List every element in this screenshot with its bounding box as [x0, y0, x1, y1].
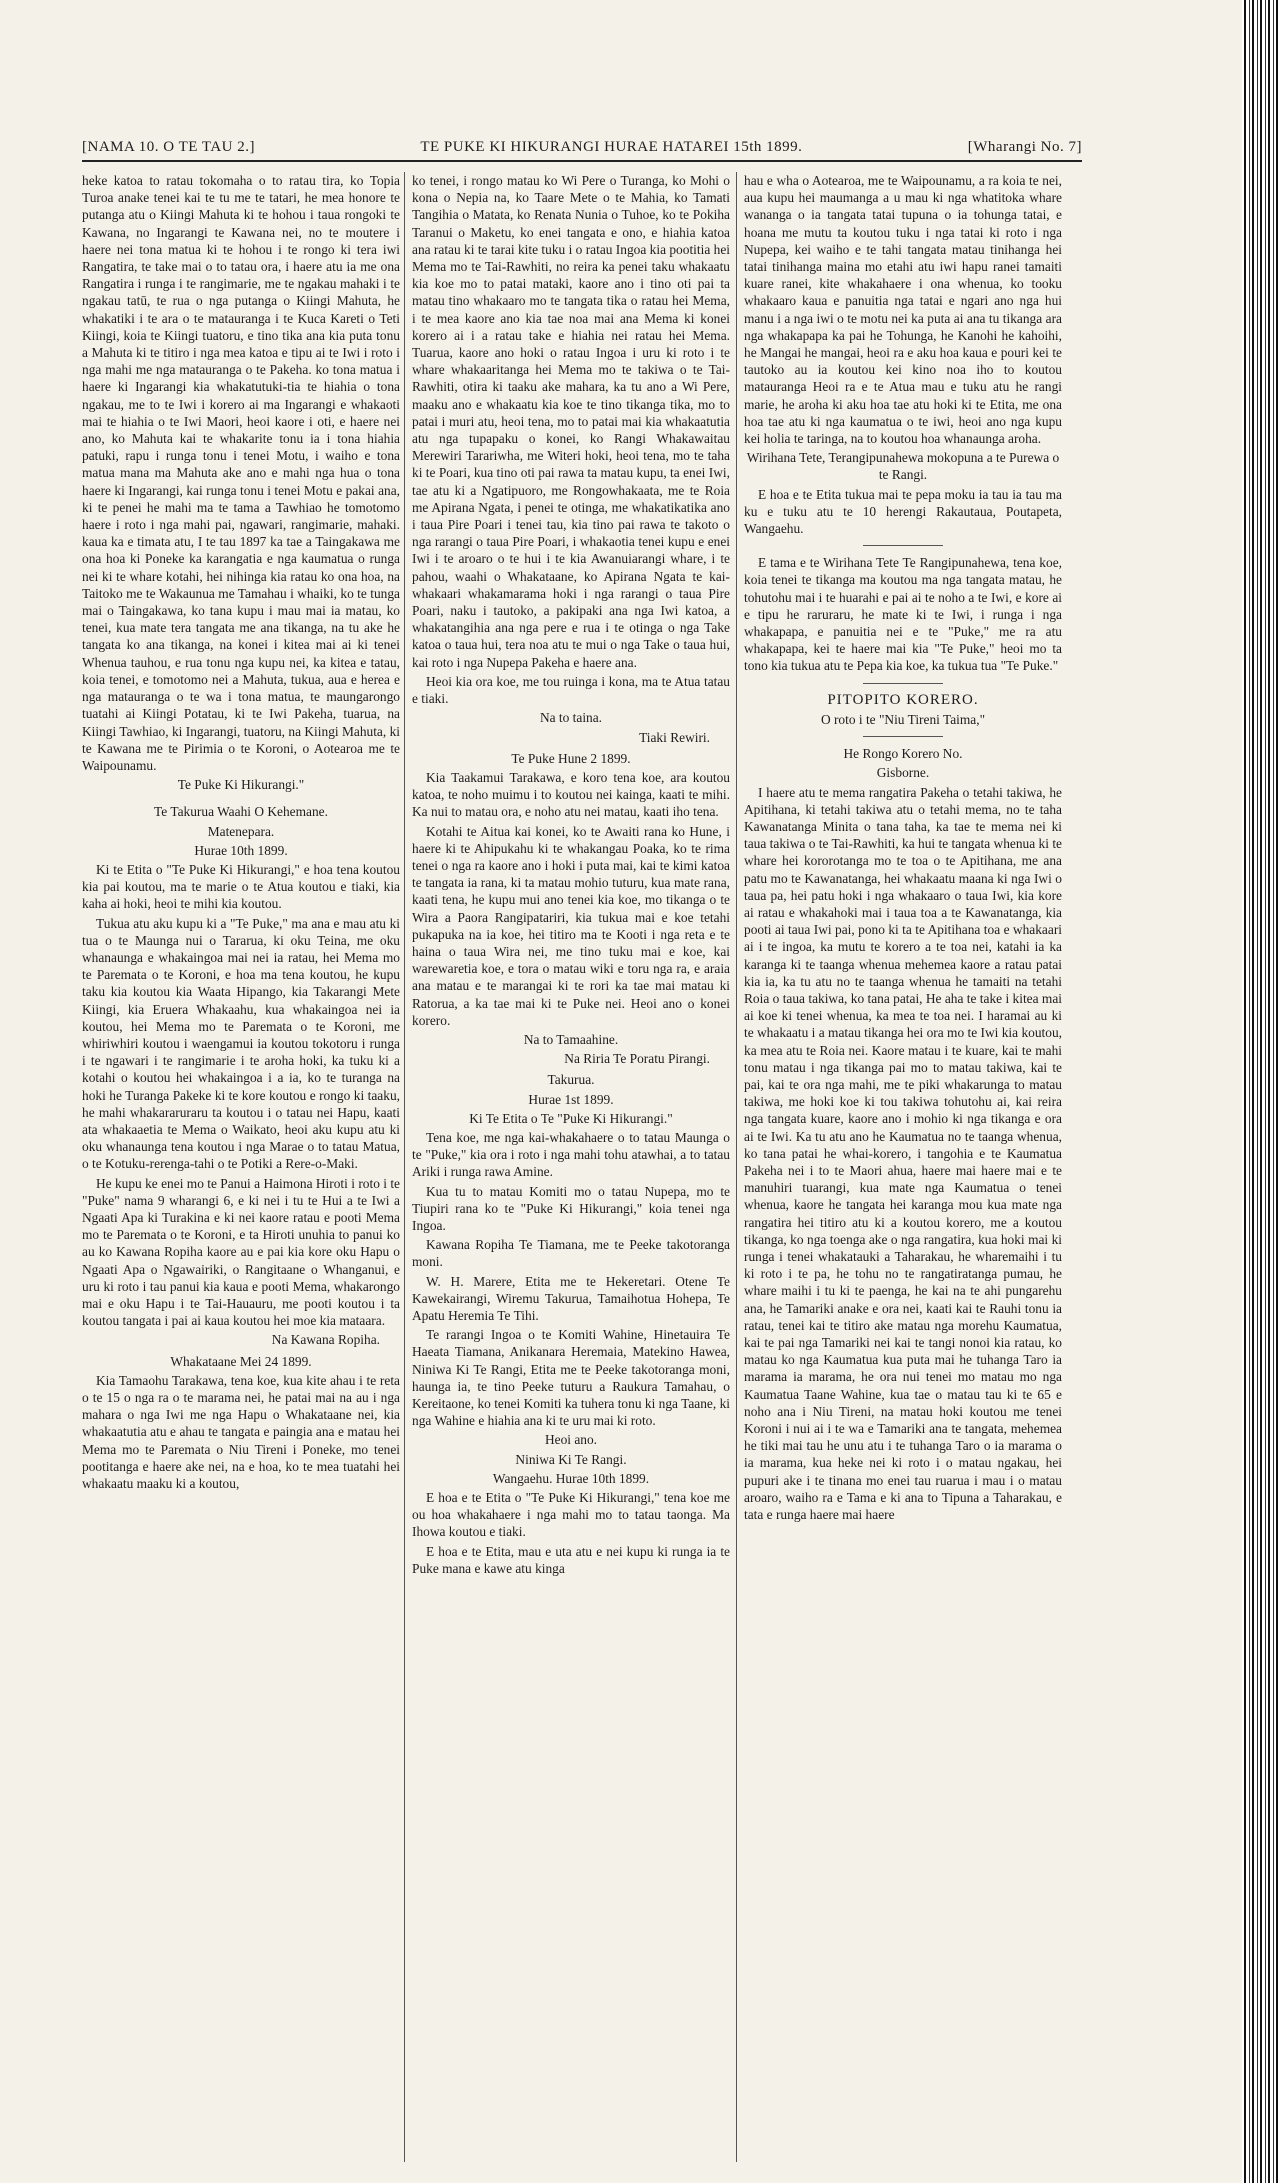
paragraph: Kawana Ropiha Te Tiamana, me te Peeke takotoranga moni.: [412, 1237, 730, 1270]
signature: Na Riria Te Poratu Pirangi.: [564, 1051, 710, 1067]
paragraph: ko tenei, i rongo matau ko Wi Pere o Turanga, ko Mohi o kona o Nepia na, ko Taare Mete o te Mahia, ko Tamati Tangihia o Matata, ko Renata Nunia o Tuhoe, ko te Pokiha Taranui o Maketu, ko enei tangata e ono, e hiahia katoa ana ratau ki te tarai kite tuku i o ratau Ingoa kia pootitia hei Mema mo te Tai-Rawhiti, no reira ka penei taku whakaatu kia koe mo to patai mataki, kaore ano i tino oti pai ta matau tino whakaaro mo te tangata tika o ratau hei Mema, i te mea kaore ano kia tae noa mai ana Mema ki konei korero ai i a ratau take e hiahia nei ratau hei Mema. Tuarua, kaore ano hoki o ratau Ingoa i uru ki roto i te whare whakaaritanga hei Mema mo te takiwa o te Tai-Rawhiti, otira ki taaku ake mahara, ka tu ano a Wi Pere, maaku ano e whakaatu kia koe te tino tikanga tika, mo to patai i muri atu, heoi tena, mo to patai mai kia whakaatutia atu nga tupapaku o konei, ko Rangi Whakawaitau Merewiri Tarariwha, me Witeri hoki, heoi tena, mo te taha ki te Poari, kua tino oti pai rawa ta matau kupu, ta enei Iwi, tae atu ki a Ngatipuoro, me Rongowhakaata, me te Roia me Apirana Ngata, i penei te otinga, me whakatikatika ano i taua Pire Poari i tenei tau, kia tino pai rawa te takoto o nga rarangi o taua Pire Poari, i whakaotia tenei kupu e enei Iwi i te aroaro o te hui i te kia Awanuiarangi whare, i te pahou, waahi o Whakataane, ko Apirana Ngata te kai-whakaari whakamarama hoki i nga rarangi o taua Pire Poari, naku i tautoko, a pakipaki ana nga Iwi katoa, a whakatangihia ana nga pere e rua i te otinga o nga Take katoa o taua hui, tera noa atu te mui o nga Take o taua hui, kai roto i nga Nupepa Pakeha e haere ana.: [412, 173, 730, 670]
section-title: PITOPITO KORERO.: [827, 691, 979, 708]
page-number: [Wharangi No. 7]: [967, 139, 1082, 155]
newspaper-title: TE PUKE KI HIKURANGI HURAE HATAREI 15th 1899.: [420, 139, 803, 155]
paragraph: E tama e te Wirihana Tete Te Rangipunahewa, tena koe, koia tenei te tikanga ma koutou ma nga tangata matau, he tohutohu mai i te huarahi e pai ai te noho a te Iwi, e kore ai e tipu he raruraru, he mate ki te Iwi, i runga i nga whakapapa, e panuitia nei e te "Puke," me ra atu whakapapa, kei te haere mai kia "Te Puke," heoi mo ta tono kia tukua atu te Pepa kia koe, ka tukua tua "Te Puke.": [744, 555, 1062, 674]
page-binding-edge: [1242, 0, 1280, 2183]
paragraph: Heoi kia ora koe, me tou ruinga i kona, ma te Atua tatau e tiaki.: [412, 673, 730, 707]
letter-heading: Whakataane Mei 24 1899.: [170, 1353, 312, 1369]
signature: Wirihana Tete, Terangipunahewa mokopuna a te Purewa o te Rangi.: [746, 450, 1060, 483]
section-divider: [863, 736, 943, 737]
column-1: [82, 172, 400, 1494]
section-subtitle: O roto i te "Niu Tireni Taima,": [820, 711, 986, 727]
paragraph: Kua tu to matau Komiti mo o tatau Nupepa, mo te Tiupiri rana ko te "Puke Ki Hikurangi," koia tenei nga Ingoa.: [412, 1183, 730, 1233]
letter-heading: Takurua.: [547, 1072, 595, 1088]
signature: Na Kawana Ropiha.: [271, 1332, 380, 1348]
section-divider: [863, 683, 943, 684]
paragraph: E hoa e te Etita tukua mai te pepa moku ia tau ia tau ma ku e tuku atu te 10 herengi Rakautaua, Poutapeta, Wangaehu.: [744, 486, 1062, 537]
letter-date: Hurae 10th 1899.: [194, 842, 288, 858]
signature: Tiaki Rewiri.: [639, 729, 710, 745]
paragraph: He kupu ke enei mo te Panui a Haimona Hiroti i roto i te "Puke" nama 9 wharangi 6, e ki nei i tu te Hui a te Iwi a Ngaati Apa ki Turakina e ki nei kaore ratau e pooti Mema mo te Paremata o te Koroni, e ta Hiroti unuhia to panui ko au ko Kawana Ropiha kaore au e pai kia kore oku Hapu o Ngaati Apa o Ngawairiki, o Rangitaane o Whanganui, e uru ki roto i tau panui kia kaua e pooti Mema, whakarongo mai e oku Hapu i te Tai-Hauauru, me pooti koutou i ta koutou tangata i pai ai kaua koutou hei moe kia mataara.: [82, 1175, 400, 1329]
signature: Niniwa Ki Te Rangi.: [515, 1451, 627, 1467]
page-header: [82, 130, 1082, 156]
issue-number: [NAMA 10. O TE TAU 2.]: [82, 139, 255, 155]
letter-heading: Te Puke Hune 2 1899.: [511, 750, 631, 766]
article-heading: He Rongo Korero No.: [843, 746, 963, 762]
column-3: [744, 172, 1062, 1525]
paragraph: I haere atu te mema rangatira Pakeha o tetahi takiwa, he Apitihana, ki tetahi takiwa atu o tetahi mema, no te taha Kawanatanga Minita o tana taha, ka tae te mema nei ki taua takiwa o te Tai-Rawhiti, ka hui te tangata whenua ki te whare hei kororotanga mo te toa o te Apitihana, me ana patu mo te Kawanatanga, hei whakaatu maana ki nga Iwi o taua pa, hei patu hoki i nga whakaaro o taua Iwi, kia kore ai ratau e whakahoki mai i taua toa a te Kawanatanga, kia pooti ai taua Iwi pai, pono ki ta te Apitihana toa e whakaari ai i te ingoa, ka mutu te korero a te toa nei, katahi ia ka karanga ki te taanga whenua mehemea kaore a ratau patai kia ia, ka tu atu no te taanga whenua he tamaiti na tetahi Roia o taua takiwa, ko tana patai, He aha te take i kitea mai ai koe ki tenei whenua, ka mea te toa nei. I haramai au ki te whakaatu i a matau tikanga hei ora mo te Iwi kia koutou, ka mea atu te Roia nei. Kaore matau i te kuare, kai te mahi tonu matau i nga tikanga pai mo to matau takiwa, kai te pai, kai te ora nga mahi, me te piki whakarunga to matau takiwa, me hoki koe ki tou takiwa tohutohu ai, kai reira nga tangata kuare, kaore ano i mohio ki nga tikanga e ora ai te Iwi. Ka tu atu ano he Kaumatua no te taanga whenua, ko tana patai he whai-korero, i tangohia e te Kaumatua Pakeha nei i to te Maori ahua, haere mai haere mai e te manuhiri tuarangi, kua mate nga Kaumatua o tenei whenua, kaore he tangata hei karanga mou kua mate nga rangatira hei titiro atu ki a koutou korero, me a koutou tikanga, ko nga toenga ake o nga rangatira, kua hoki mai ki runga i tenei whakatauki a Taharakau, he wharemaihi i tu ki roto i te pa, he tohu no te rangatiratanga pumau, he whare maihi i tu ki te paenga, he kai na te ahi pungarehu ana, he Tamariki anake e ora nei, kaati kai te Rauhi tonu ia ratau, tenei kai te titiro ake matau nga morehu Kaumatua, kai te pai nga Tamariki nei kai te tangi nonoi kia ratau, ko matau ko nga Kaumatua kua puta mai he tuhanga Taro ia marama ia marama, he ora nui tenei mo matau mo nga Kaumatua Taane Wahine, kua tae o matau tau ki te 65 e noho ana i Niu Tireni, na matau hoki koutou me tenei Koroni i nui ai i te wa e Tamariki ana te tangata, mehemea he tiki mai tau he unu atu i te tuhanga Taro o ia marama o ia marama, kua heke nei ki roto i o matau ngakau, hei pupuri ake i te tinana mo enei tau ruarua i mau i o matau aroaro, waiho ra e Tama e ki ana to Tipuna a Taharakau, e tata e runga haere mai haere: [744, 784, 1062, 1523]
header-rule: [82, 160, 1082, 162]
article-place: Gisborne.: [876, 765, 930, 781]
letter-heading: Wangaehu. Hurae 10th 1899.: [492, 1470, 650, 1486]
column-2: [412, 172, 730, 1579]
letter-heading: Te Takurua Waahi O Kehemane.: [154, 804, 328, 820]
paragraph: E hoa e te Etita, mau e uta atu e nei kupu ki runga ia te Puke mana e kawe atu kinga: [412, 1543, 730, 1576]
signature: Heoi ano.: [544, 1432, 598, 1448]
signature: Na to taina.: [539, 710, 603, 726]
paragraph: Kia Tamaohu Tarakawa, tena koe, kua kite ahau i te reta o te 15 o nga ra o te marama nei, he patai mai na au i nga mahara o nga Iwi me nga Hapu o Whakataane nei, kia whakaatutia atu e ahau te tangata e paingia ana e matau hei Mema mo te Paremata o Niu Tireni i Poneke, mo tenei pootitanga e haere ake nei, na e hoa, ko te mea tuatahi hei whakaatu maaku ki a koutou,: [82, 1372, 400, 1492]
signature: Te Puke Ki Hikurangi.": [177, 777, 305, 793]
paragraph: E hoa e te Etita o "Te Puke Ki Hikurangi," tena koe me ou hoa whakahaere i nga mahi mo to tatau taonga. Ma Ihowa koutou e tiaki.: [412, 1490, 730, 1540]
signature: Na to Tamaahine.: [523, 1031, 619, 1047]
paragraph: Te rarangi Ingoa o te Komiti Wahine, Hinetauira Te Haeata Tiamana, Anikanara Heremaia, Matekino Hawea, Niniwa Ki Te Rangi, Etita me te Peeke takotoranga moni, haunga ia, te tino Peeke tuturu a Raukura Tamahau, o Kereitaone, ko tenei Komiti ka tuhera tonu ki nga Taane, ki nga Wahine e hiahia ana ki te uru mai ki roto.: [412, 1327, 730, 1429]
paragraph: Kia Taakamui Tarakawa, e koro tena koe, ara koutou katoa, te noho muimu i to koutou nei kainga, kaati te mihi. Ka nui to matau ora, e noho atu nei matau, kaati iho tena.: [412, 769, 730, 820]
paragraph: Tena koe, me nga kai-whakahaere o to tatau Maunga o te "Puke," kia ora i roto i nga mahi tohu atawhai, a to tatau Ariki i runga rawa Amine.: [412, 1129, 730, 1180]
paragraph: hau e wha o Aotearoa, me te Waipounamu, a ra koia te nei, aua kupu hei maumanga a u mau ki nga whatitoka whare wananga o ia tangata tatai tupuna o ia tohunga tatai, e hoana me mutu ta koutou tuku i nga tatai ki roto i nga Nupepa, kei waiho e te tahi tangata matau tinihanga hei tatai tinihanga maina mo etahi atu iwi hapu ranei tamaiti kuare ranei, kite whakahaere i ona whenua, ko tooku whakaaro kaua e panuitia nga tatai e ngari ano nga hui manu i a nga iwi o te motu nei ka puta ai ana tu tikanga ara nga whakapapa ka pai he Tohunga, he Kanohi he kahoihi, he Mangai he mangai, heoi ra e aku hoa kaua e pouri kei te tautoko au ia koutou kei kino noa iho to koutou matauranga Heoi ra e te Atua mau e tuku atu he rangi marie, he aroha ki aku hoa tae atu hoki ki te Etita, me ona hoa tae atu ki nga kaumatua o te iwi, heoi ano nga kupu kei holia te taringa, na to koutou hoa whanaunga aroha.: [744, 173, 1062, 447]
paragraph: W. H. Marere, Etita me te Hekeretari. Otene Te Kawekairangi, Wiremu Takurua, Tamaihotua Hohepa, Te Apatu Heremia Te Tihi.: [412, 1273, 730, 1323]
letter-date: Hurae 1st 1899.: [528, 1091, 614, 1107]
paragraph: Ki te Etita o "Te Puke Ki Hikurangi," e hoa tena koutou kia pai koutou, ma te marie o te Atua koutou e tiaki, kia kaha ai hoki, heoi te mihi kia koutou.: [82, 861, 400, 912]
column-divider: [404, 172, 405, 2162]
paragraph: Kotahi te Aitua kai konei, ko te Awaiti rana ko Hune, i haere ki te Ahipukahu ki te whakangau Poaka, ko te rima tenei o nga ra kaore ano i hoki i puta mai, kai te kimi katoa te tangata ia rana, ki ta matau mohio tuturu, kua mate rana, kaati tena, he kupu mui ano tenei kia koe, mo tikanga o te Wira a Paora Rangipatariri, kia tukua mai e koe tetahi pukapuka na ia koe, hei titiro ma te Kooti i nga reta e te haina o taua Wira nei, me tino tuku mai e koe, kai warewaretia koe, e tora o matau wiki e toru nga ra, e araia ana matau e te marangai ki te rori ka tae mai matau ki Ratorua, a ka tae mai ki te Puke nei. Heoi ano o konei korero.: [412, 823, 730, 1028]
paragraph: heke katoa to ratau tokomaha o to ratau tira, ko Topia Turoa anake tenei kai te tu me te tatari, he mea honore te putanga atu o Kiingi Mahuta ki te hohou i taua rongoki te Kawana, no Ingarangi te Kawana nei, no te moutere i haere nei tona matua ki te hohou i te rongo ki tera iwi Rangatira, te take mai o to tatau ora, i haere atu ia me ona Rangatira i runga i te rangimarie, me te ngakau mahaki i te ngakau tatū, te rua o nga putanga o Kiingi Mahuta, he whakatiki i te ara o te matauranga i te Kuca Kareti o Teti Kiingi, koia te Kiingi tuatoru, e tino tika ana kia puta tonu a Mahuta ki te titiro i nga mea katoa e tipu ai te Iwi i roto i nga mahi me nga matauranga o te Pakeha. ko tona matua i haere ki Ingarangi kia whakatutuki-tia te hiahia o tona ngakau, me to te Iwi i korero ai ma Ingarangi e whakaoti mai te hiahia o te Iwi Maori, heoi kaore i oti, e haere nei ano, ko Mahuta kai te whakarite tonu ia i tona hiahia patuki, rapu i runga tonu i tenei Motu, i waiho e tona matua mana ma Mahuta ake ano e mahi nga hua o tona haere ki Ingarangi, kai runga tonu i tenei Motu e pakai ana, ki te penei he mahi ma te tama a Tawhiao he tomotomo haere i roto i nga mahi pai, ngawari, rangimarie, mahaki. kaua ka e timata atu, I te tau 1897 ka tae a Taingakawa me ona hoa ki Poneke ka karangatia e nga kaumatua o runga nei ki te whare kotahi, hei nihinga kia ratau ko ona hoa, na Taitoko me te Wakaunua me Tamahau i whaiki, ko te tunga mai o Taingakawa, ko tana kupu i mau mai ia matau, ko tenei, kua mate tera tangata me ana tikanga, na tu ake he tangata ko ana tikanga, na konei i kitea mai ai ki tenei Whenua tauhou, e rua tonu nga kupu nei, ka kitea e tatau, koia tenei, e tomotomo nei a Mahuta, tukua, aua e herea e nga matauranga o te wa i tona matua, te maungarongo tuatahi ai Kiingi Potatau, ki te Iwi Pakeha, tuarua, na Kiingi Tawhiao, ki Ingarangi, tuatoru, na Kiingi Mahuta, ki te Kawana me te Pirimia o te Koroni, o Aotearoa me te Waipounamu.: [82, 173, 400, 773]
letter-address: Ki Te Etita o Te "Puke Ki Hikurangi.": [469, 1110, 673, 1126]
letter-place: Matenepara.: [207, 823, 275, 839]
section-divider: [863, 545, 943, 546]
column-divider: [736, 172, 737, 2162]
paragraph: Tukua atu aku kupu ki a "Te Puke," ma ana e mau atu ki tua o te Maunga nui o Tararua, ki oku Teina, me oku whanaunga e whakaingoa mai nei ia ratau, hei Mema mo te Paremata o te Koroni, e hoa ma tena koutou, he kupu taku kia koutou kia Waata Hipango, kia Takarangi Mete Kiingi, kia Eruera Whakaahu, kua whakaingoa nei ia koutou, hei Mema mo te Paremata o te Koroni, me whiriwhiri koutou i waengamui ia koutou tokotoru i runga i te ngawari i te rangimarie i te aroha hoki, ka tuku ki a kotahi o koutou hei whakaingoa i a ia, ko te turanga na hoki he Turanga Pakeke ki te kore koutou e rongo ki taaku, he mahi whakararuraru ta koutou i o tatau nei Hapu, kaati ata whakaaetia te Mema o Waikato, heoi aku kupu atu ki oku whanaunga tena koutou i nga Marae o to tatau Matua, o te Kotuku-rerenga-tahi o te Potiki a Rere-o-Maki.: [82, 915, 400, 1172]
